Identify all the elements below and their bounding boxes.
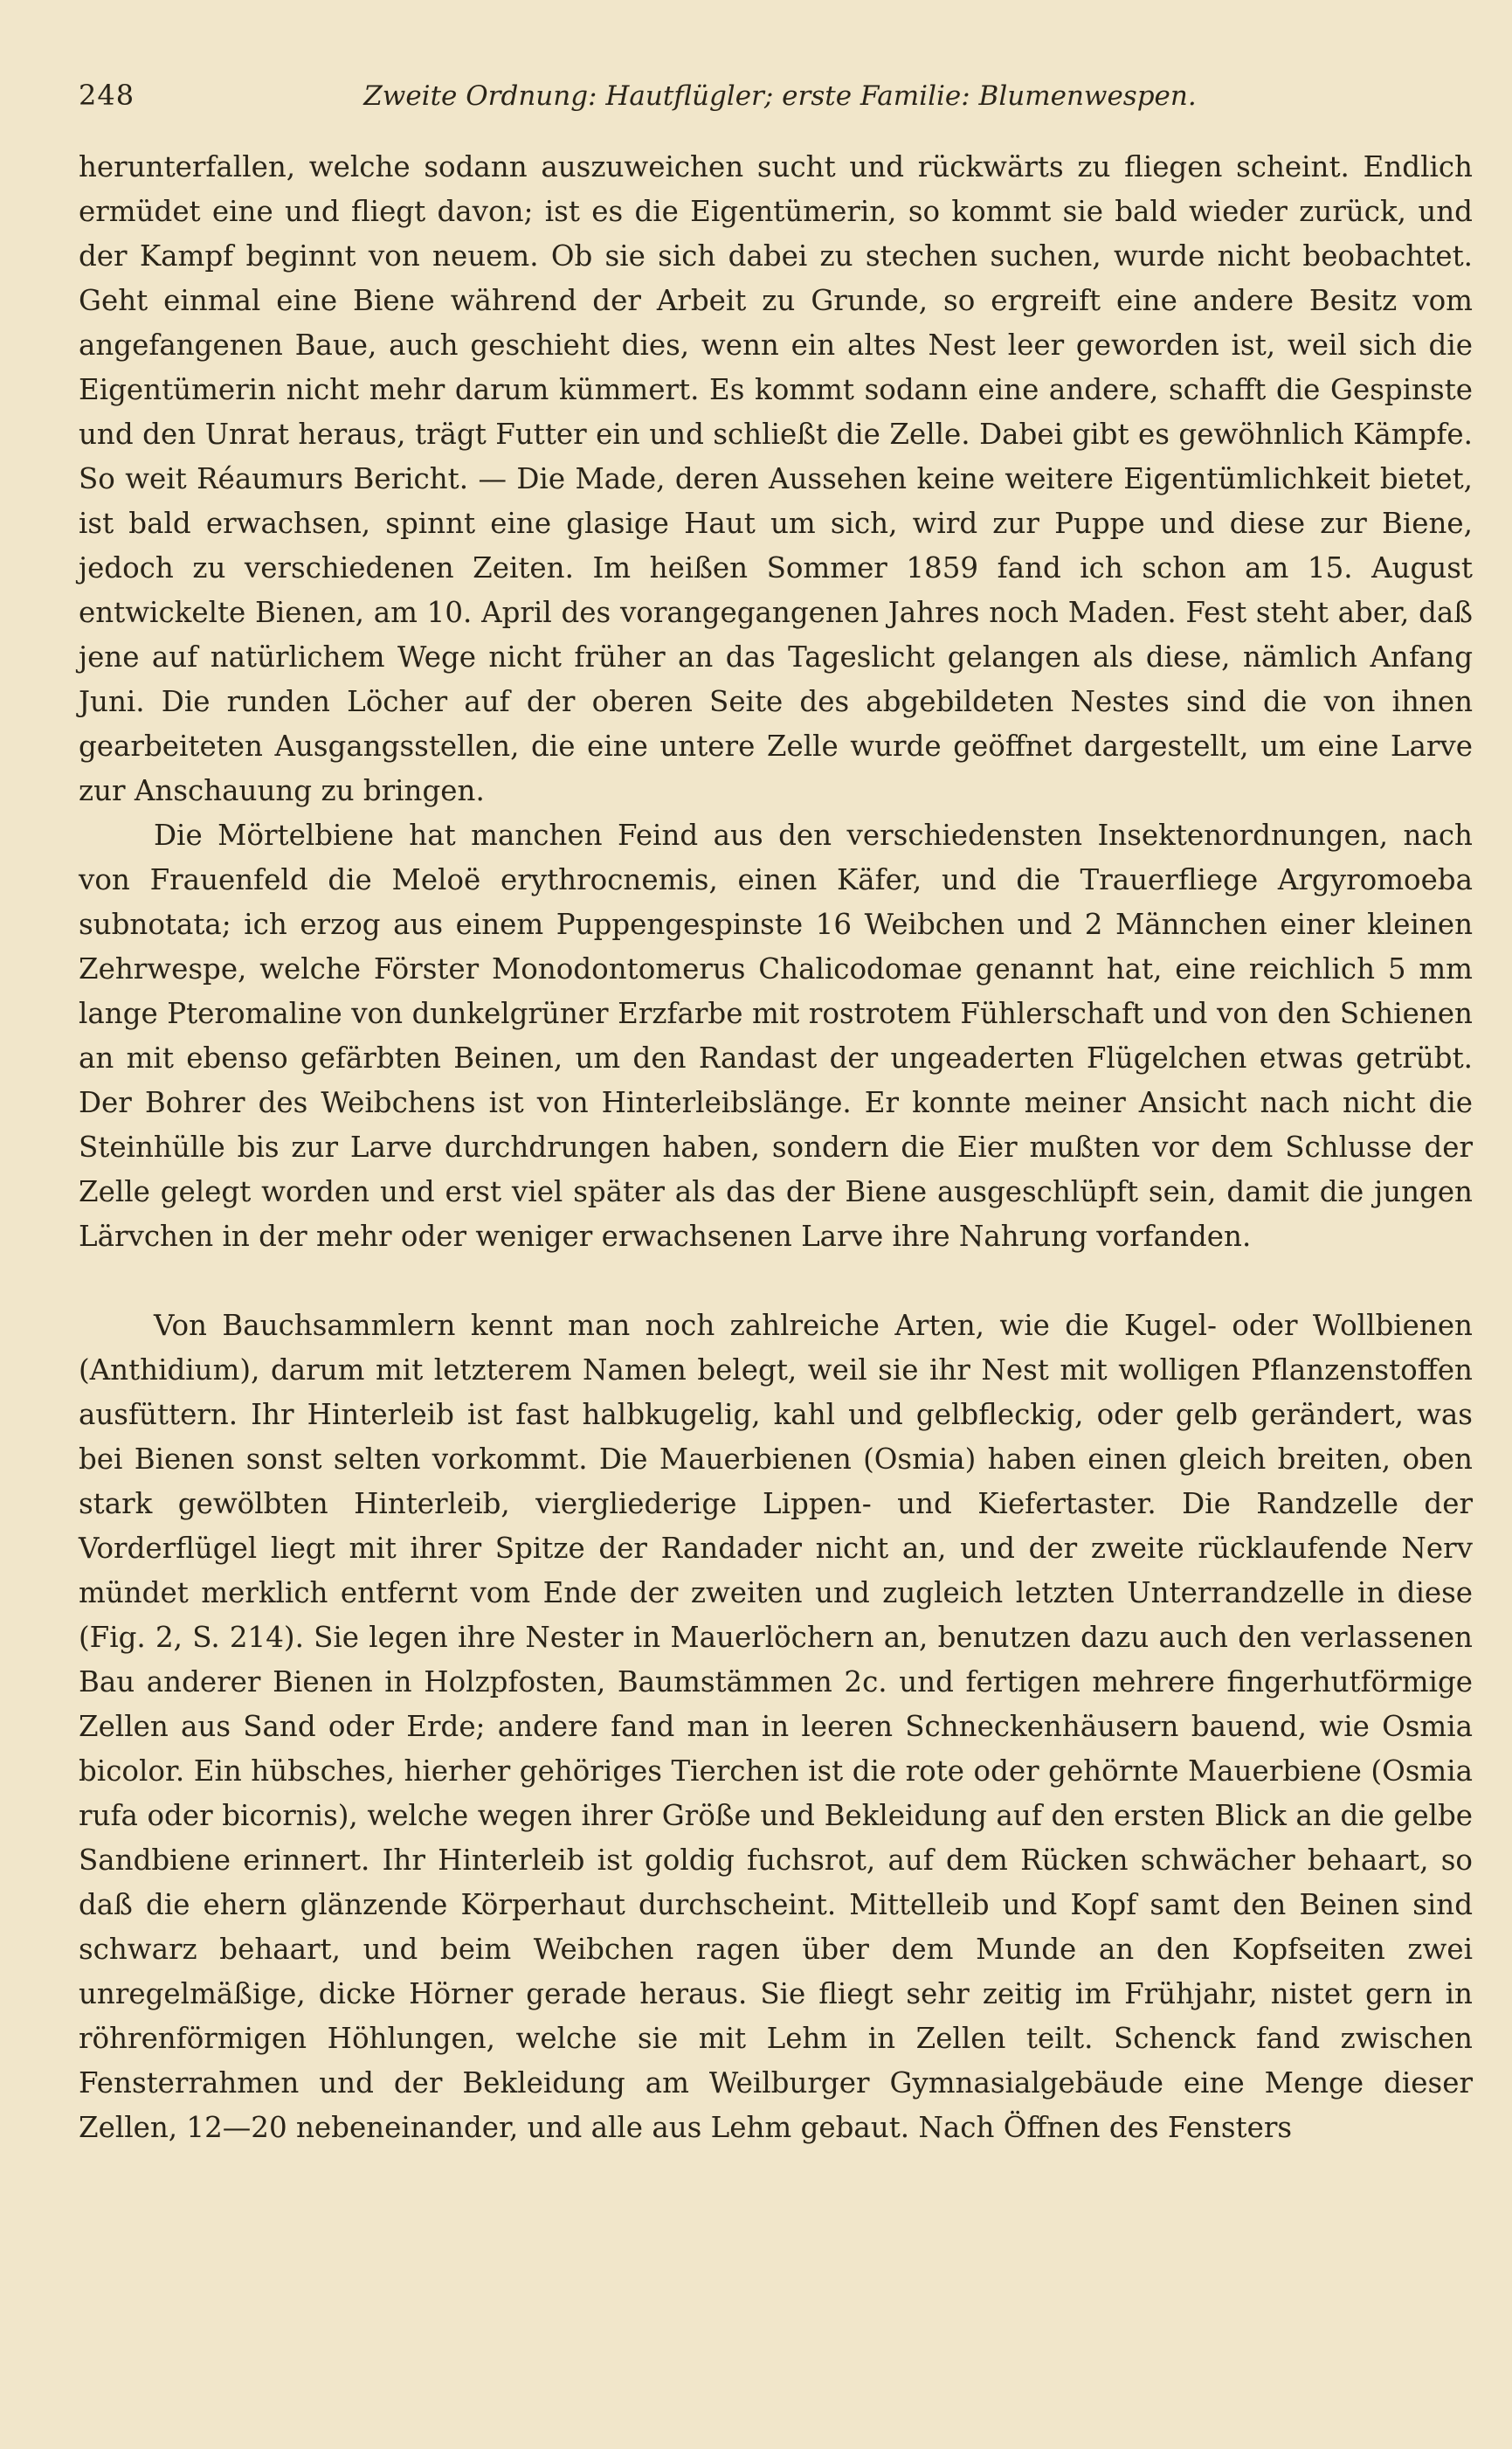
paragraph-1: herunterfallen, welche sodann auszuweichen sucht und rückwärts zu fliegen scheint. Endlich ermüdet eine und fliegt davon; ist es die Eigentümerin, so kommt sie bald wieder zurück, und der Kampf beginnt von neuem. Ob sie sich dabei zu stechen suchen, wurde nicht beobachtet. Geht einmal eine Biene während der Arbeit zu Grunde, so ergreift eine andere Besitz vom angefangenen Baue, auch geschieht dies, wenn ein altes Nest leer geworden ist, weil sich die Eigentümerin nicht mehr darum kümmert. Es kommt sodann eine andere, schafft die Gespinste und den Unrat heraus, trägt Futter ein und schließt die Zelle. Dabei gibt es gewöhnlich Kämpfe. So weit Réaumurs Bericht. — Die Made, deren Aussehen keine weitere Eigentümlichkeit bietet, ist bald erwachsen, spinnt eine glasige Haut um sich, wird zur Puppe und diese zur Biene, jedoch zu verschiedenen Zeiten. Im heißen Sommer 1859 fand ich schon am 15. August entwickelte Bienen, am 10. April des vorangegangenen Jahres noch Maden. Fest steht aber, daß jene auf natürlichem Wege nicht früher an das Tageslicht gelangen als diese, nämlich Anfang Juni. Die runden Löcher auf der oberen Seite des abgebildeten Nestes sind die von ihnen gearbeiteten Ausgangsstellen, die eine untere Zelle wurde geöffnet dargestellt, um eine Larve zur Anschauung zu bringen. [79, 150, 1473, 807]
running-title: Zweite Ordnung: Hautflügler; erste Familie: Blumenwespen. [363, 80, 1197, 112]
paragraph-2: Die Mörtelbiene hat manchen Feind aus den verschiedensten Insektenordnungen, nach von Frauenfeld die Meloë erythrocnemis, einen Käfer, und die Trauerfliege Argyromoeba subnotata; ich erzog aus einem Puppengespinste 16 Weibchen und 2 Männchen einer kleinen Zehrwespe, welche Förster Monodontomerus Chalicodomae genannt hat, eine reichlich 5 mm lange Pteromaline von dunkelgrüner Erzfarbe mit rostrotem Fühlerschaft und von den Schienen an mit ebenso gefärbten Beinen, um den Randast der ungeaderten Flügelchen etwas getrübt. Der Bohrer des Weibchens ist von Hinterleibslänge. Er konnte meiner Ansicht nach nicht die Steinhülle bis zur Larve durchdrungen haben, sondern die Eier mußten vor dem Schlusse der Zelle gelegt worden und erst viel später als das der Biene ausgeschlüpft sein, damit die jungen Lärvchen in der mehr oder weniger erwachsenen Larve ihre Nahrung vorfanden. [79, 819, 1473, 1253]
page-header [79, 79, 1473, 131]
body-text [79, 145, 1473, 2150]
paragraph-3: Von Bauchsammlern kennt man noch zahlreiche Arten, wie die Kugel- oder Wollbienen (Anthidium), darum mit letzterem Namen belegt, weil sie ihr Nest mit wolligen Pflanzenstoffen ausfüttern. Ihr Hinterleib ist fast halbkugelig, kahl und gelbfleckig, oder gelb gerändert, was bei Bienen sonst selten vorkommt. Die Mauerbienen (Osmia) haben einen gleich breiten, oben stark gewölbten Hinterleib, viergliederige Lippen- und Kiefertaster. Die Randzelle der Vorderflügel liegt mit ihrer Spitze der Randader nicht an, und der zweite rücklaufende Nerv mündet merklich entfernt vom Ende der zweiten und zugleich letzten Unterrandzelle in diese (Fig. 2, S. 214). Sie legen ihre Nester in Mauerlöchern an, benutzen dazu auch den verlassenen Bau anderer Bienen in Holzpfosten, Baumstämmen 2c. und fertigen mehrere fingerhutförmige Zellen aus Sand oder Erde; andere fand man in leeren Schneckenhäusern bauend, wie Osmia bicolor. Ein hübsches, hierher gehöriges Tierchen ist die rote oder gehörnte Mauerbiene (Osmia rufa oder bicornis), welche wegen ihrer Größe und Bekleidung auf den ersten Blick an die gelbe Sandbiene erinnert. Ihr Hinterleib ist goldig fuchsrot, auf dem Rücken schwächer behaart, so daß die ehern glänzende Körperhaut durchscheint. Mittelleib und Kopf samt den Beinen sind schwarz behaart, und beim Weibchen ragen über dem Munde an den Kopfseiten zwei unregelmäßige, dicke Hörner gerade heraus. Sie fliegt sehr zeitig im Frühjahr, nistet gern in röhrenförmigen Höhlungen, welche sie mit Lehm in Zellen teilt. Schenck fand zwischen Fensterrahmen und der Bekleidung am Weilburger Gymnasialgebäude eine Menge dieser Zellen, 12—20 nebeneinander, und alle aus Lehm gebaut. Nach Öffnen des Fensters [79, 1309, 1473, 2144]
page-number: 248 [79, 79, 135, 112]
